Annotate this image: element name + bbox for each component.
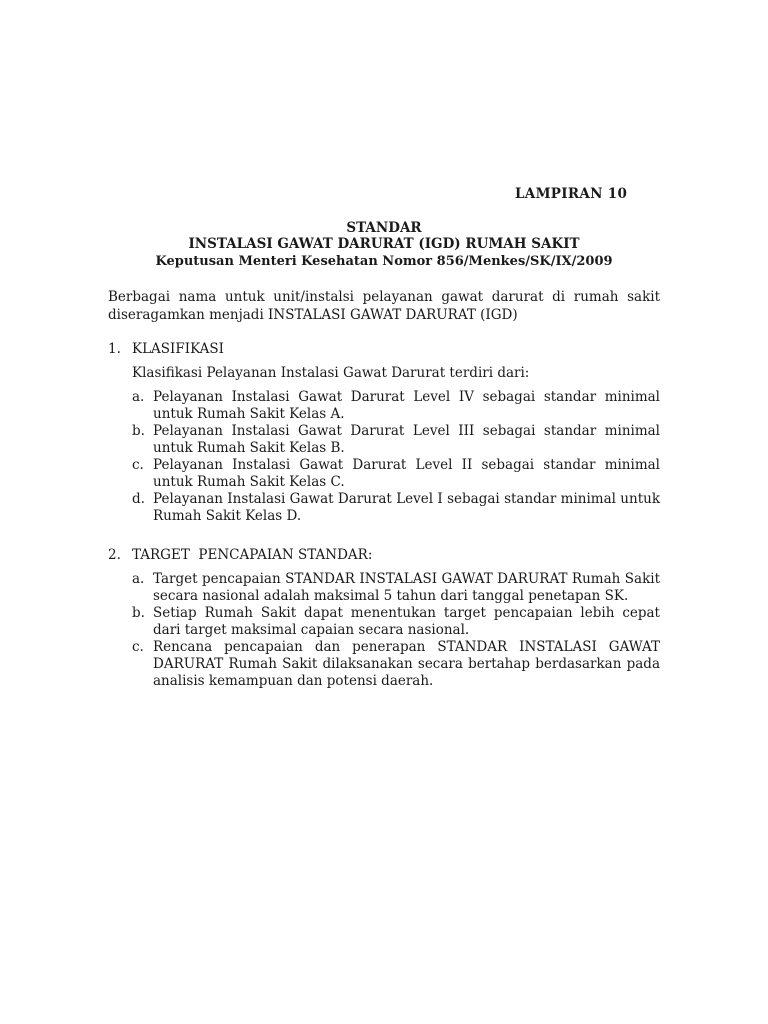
section-header — [108, 341, 660, 358]
list-item — [132, 571, 660, 605]
item-text: Pelayanan Instalasi Gawat Darurat Level I sebagai standar minimal untuk Rumah Sakit Kelas D. — [153, 491, 660, 524]
list-item — [132, 639, 660, 690]
item-text: Pelayanan Instalasi Gawat Darurat Level IV sebagai standar minimal untuk Rumah Sakit Kelas A. — [153, 389, 660, 422]
item-text: Pelayanan Instalasi Gawat Darurat Level III sebagai standar minimal untuk Rumah Sakit Kelas B. — [153, 423, 660, 456]
item-letter: a. — [132, 389, 145, 405]
item-letter: d. — [132, 491, 145, 507]
item-letter: c. — [132, 457, 144, 473]
item-text: Setiap Rumah Sakit dapat menentukan target pencapaian lebih cepat dari target maksimal capaian secara nasional. — [153, 605, 660, 638]
list-item — [132, 457, 660, 491]
item-letter: b. — [132, 605, 145, 621]
item-letter: c. — [132, 639, 144, 655]
item-list — [132, 571, 660, 690]
heading-instalasi: INSTALASI GAWAT DARURAT (IGD) RUMAH SAKIT — [188, 236, 580, 252]
heading-standar: STANDAR — [346, 220, 422, 236]
list-item — [132, 491, 660, 525]
item-list — [132, 389, 660, 525]
section-title: TARGET PENCAPAIAN STANDAR: — [132, 547, 373, 563]
section-number: 2. — [108, 547, 121, 563]
list-item — [132, 605, 660, 639]
section-target — [108, 547, 660, 690]
item-letter: b. — [132, 423, 145, 439]
section-klasifikasi — [108, 341, 660, 525]
appendix-label: LAMPIRAN 10 — [515, 186, 628, 202]
section-number: 1. — [108, 341, 121, 357]
list-item — [132, 423, 660, 457]
item-text: Pelayanan Instalasi Gawat Darurat Level II sebagai standar minimal untuk Rumah Sakit Kelas C. — [153, 457, 660, 490]
item-text: Rencana pencapaian dan penerapan STANDAR INSTALASI GAWAT DARURAT Rumah Sakit dilaksanakan secara bertahap berdasarkan pada analisis kemampuan dan potensi daerah. — [153, 639, 660, 689]
heading-keputusan: Keputusan Menteri Kesehatan Nomor 856/Menkes/SK/IX/2009 — [155, 254, 613, 269]
item-text: Target pencapaian STANDAR INSTALASI GAWAT DARURAT Rumah Sakit secara nasional adalah maksimal 5 tahun dari tanggal penetapan SK. — [153, 571, 660, 604]
intro-paragraph: Berbagai nama untuk unit/instalsi pelayanan gawat darurat di rumah sakit diseragamkan menjadi INSTALASI GAWAT DARURAT (IGD) — [108, 289, 660, 323]
item-letter: a. — [132, 571, 145, 587]
list-item — [132, 389, 660, 423]
section-title: KLASIFIKASI — [132, 341, 224, 357]
section-header — [108, 547, 660, 564]
section-description: Klasifikasi Pelayanan Instalasi Gawat Darurat terdiri dari: — [132, 365, 530, 381]
